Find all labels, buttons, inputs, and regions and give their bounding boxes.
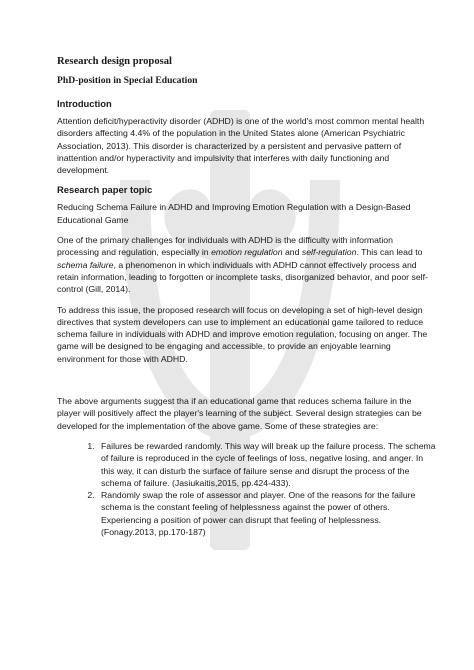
- topic-paragraph: Reducing Schema Failure in ADHD and Improving Emotion Regulation with a Design-Based Educational Game: [57, 202, 411, 225]
- document-body: [57, 56, 437, 538]
- body-paragraph-2: To address this issue, the proposed research will focus on developing a set of high-level design directives that system developers can use to implement an educational game tailored to reduce schema failure in individuals with ADHD and improve emotion regulation, focusing on anger. The game will be designed to be engaging and accessible, to provide an enjoyable learning environment for those with ADHD.: [57, 304, 428, 364]
- document-subtitle: PhD-position in Special Education: [57, 75, 198, 86]
- strategy-item-1: 1. Failures be rewarded randomly. This way will break up the failure process. The schema of failure is reproduced in the cycle of feelings of loss, negative losing, and anger. In this way, it can disturb the surface of failure sense and disrupt the process of the schema of failure. (Jasiukaitis,2015, pp.424-433).: [97, 440, 437, 489]
- strategy-list: [57, 440, 437, 538]
- introduction-paragraph: Attention deficit/hyperactivity disorder (ADHD) is one of the world's most common mental health disorders affecting 4.4% of the population in the United States alone (American Psychiatric Association, 2013). This disorder is characterized by a persistent and pervasive pattern of inattention and/or hyperactivity and impulsivity that interferes with daily functioning and development.: [57, 116, 425, 176]
- body-paragraph-1: One of the primary challenges for individuals with ADHD is the difficulty with information processing and regulation, especially in emotion regulation and self-regulation. This can lead to schema failure, a phenomenon in which individuals with ADHD cannot effectively process and retain information, leading to forgotten or incomplete tasks, disorganized behavior, and poor self-control (Gill, 2014).: [57, 235, 428, 295]
- body-paragraph-3: The above arguments suggest tha if an educational game that reduces schema failure in the player will positively affect the player's learning of the subject. Several design strategies can be developed for the implementation of the above game. Some of these strategies are:: [57, 396, 422, 431]
- section-heading-topic: Research paper topic: [57, 184, 153, 196]
- document-title: Research design proposal: [57, 56, 172, 67]
- section-heading-introduction: Introduction: [57, 98, 112, 109]
- strategy-item-2: 2. Randomly swap the role of assessor and player. One of the reasons for the failure schema is the constant feeling of helplessness against the power of others. Experiencing a position of power can disrupt that feeling of helplessness. (Fonagy.2013, pp.170-187): [97, 489, 437, 538]
